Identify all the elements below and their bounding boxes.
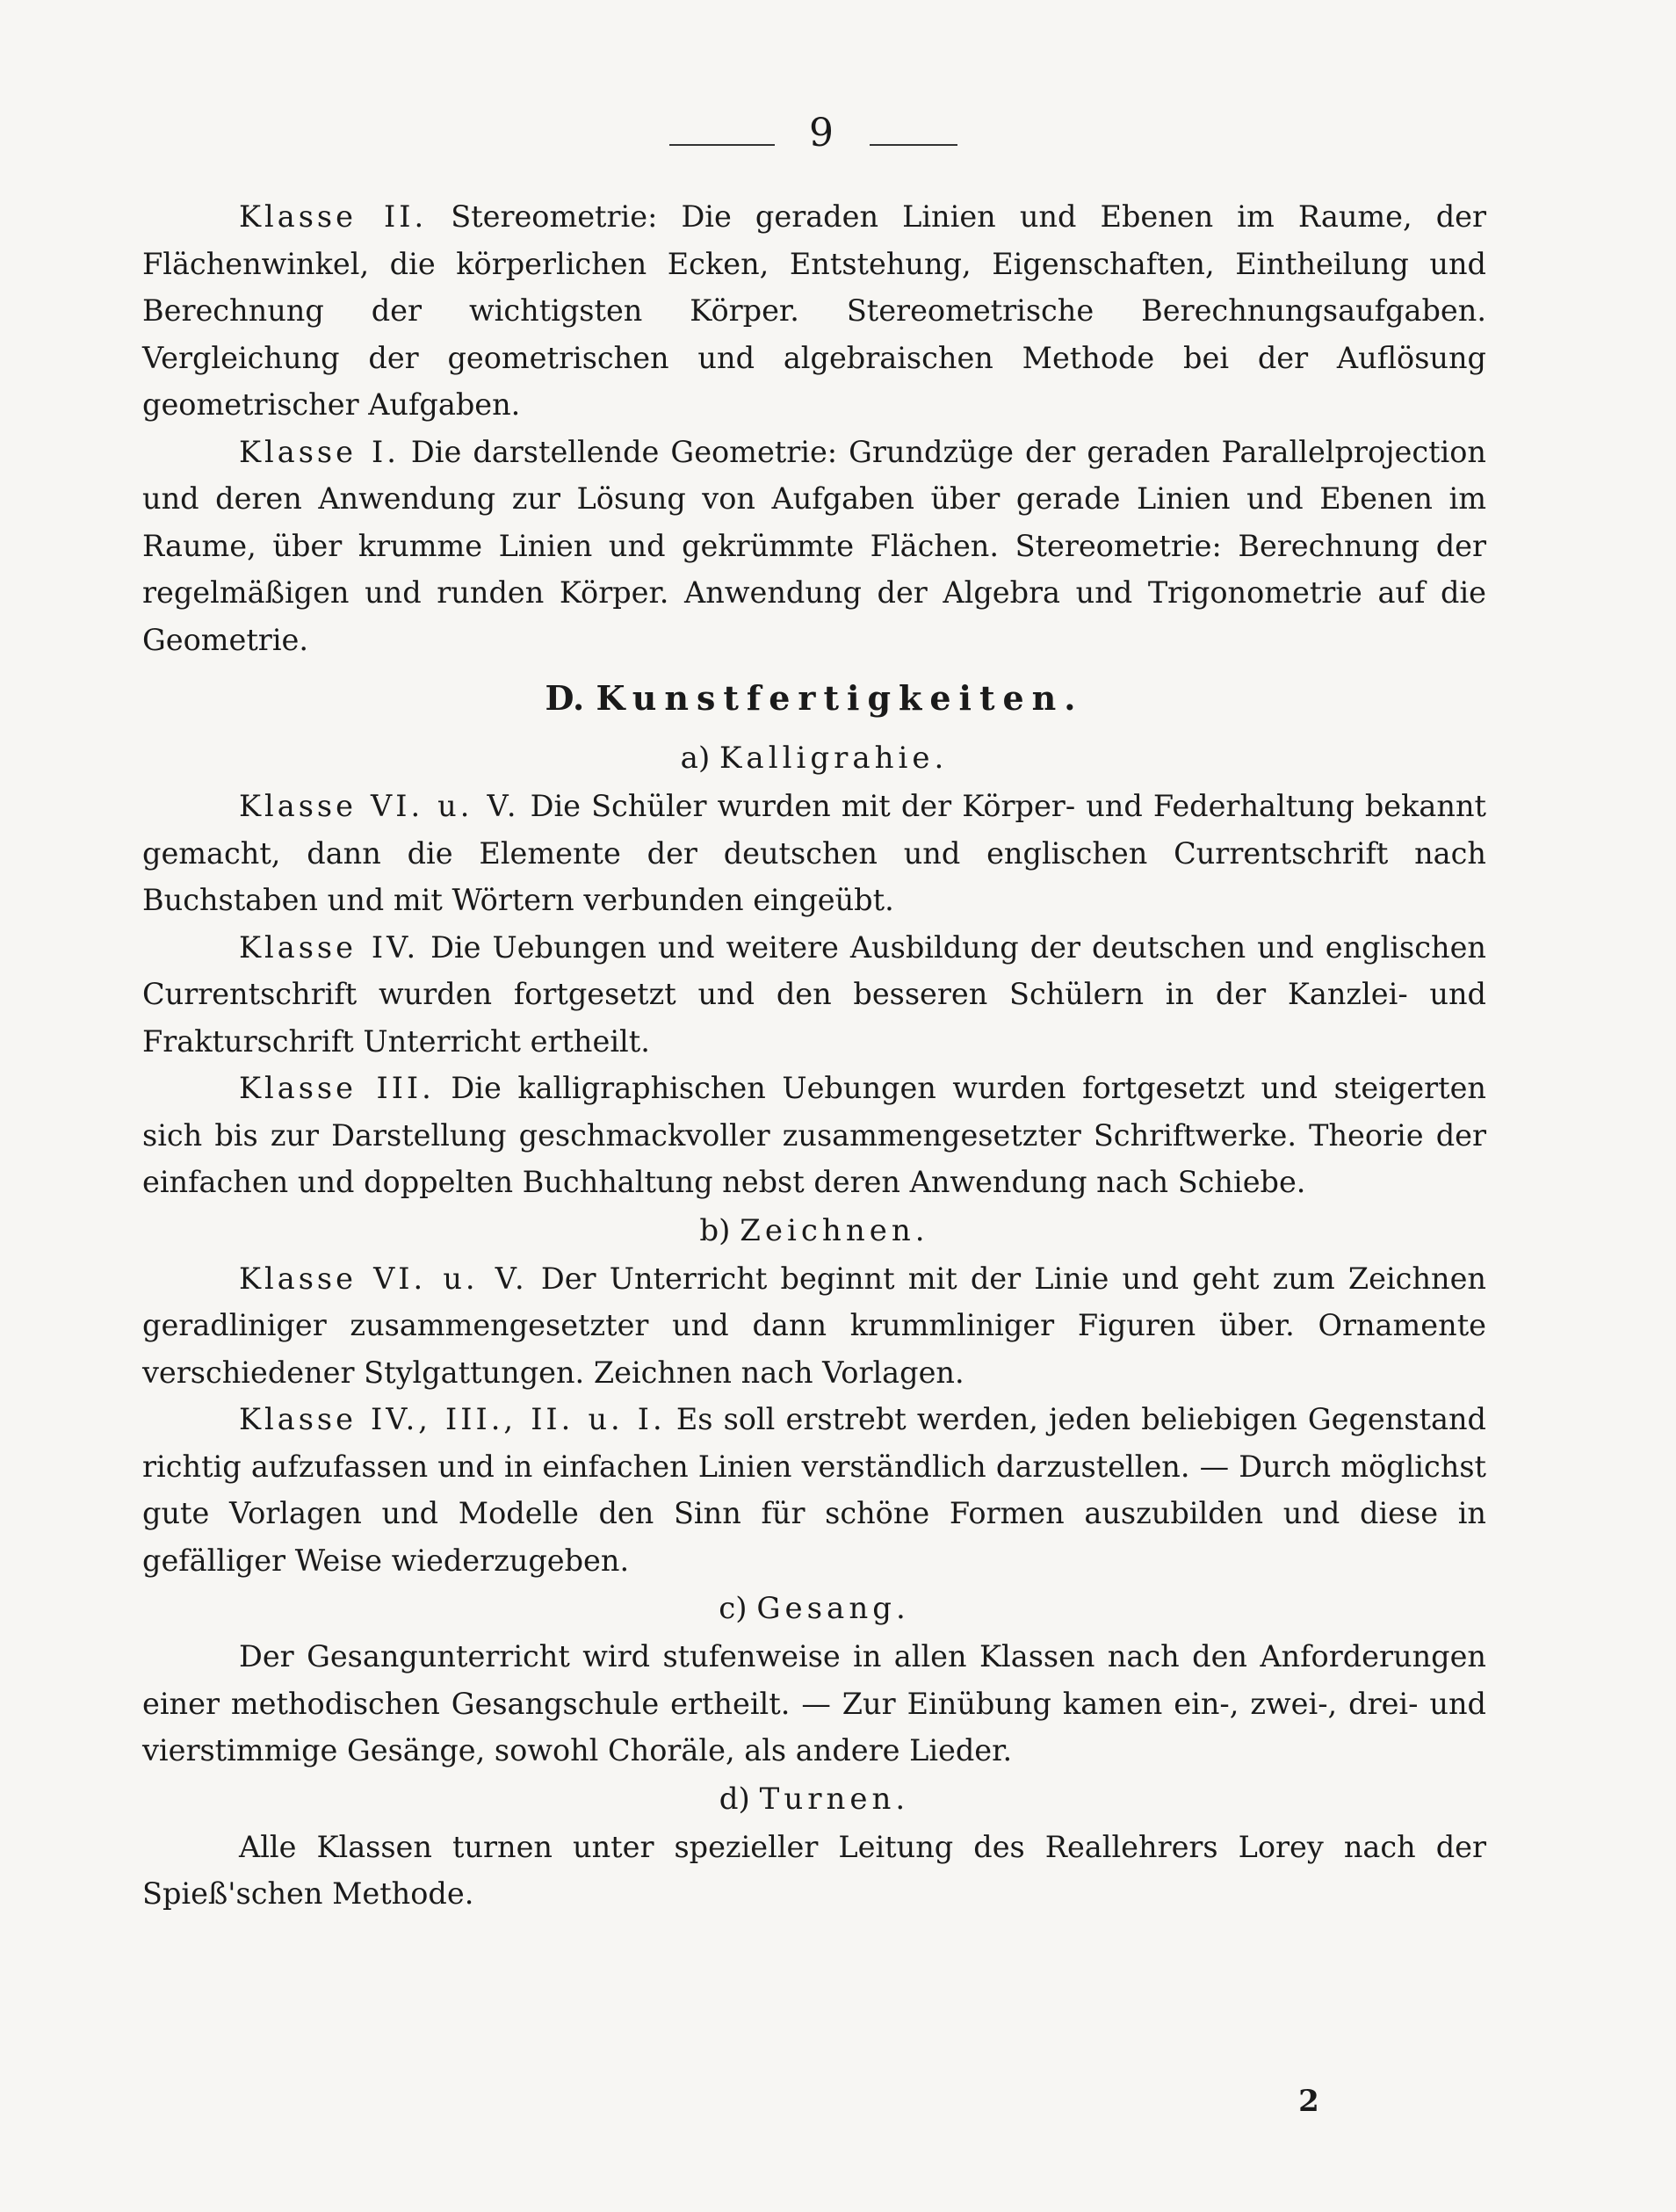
class-label: Klasse I. bbox=[239, 434, 400, 469]
paragraph-text: Der Gesangunterricht wird stufenweise in allen Klassen nach den Anforderungen einer methodischen Gesangschule ertheilt. — Zur Einübung kamen ein-, zwei-, drei- und vierstimmige Gesänge, sowohl Choräle, als andere Lieder. bbox=[142, 1639, 1486, 1767]
paragraph-text: Alle Klassen turnen unter spezieller Leitung des Reallehrers Lorey nach der Spieß'schen Methode. bbox=[142, 1829, 1486, 1911]
paragraph-kalligraphie-klasse-4 bbox=[142, 924, 1486, 1066]
paragraph-turnen bbox=[142, 1824, 1486, 1918]
class-label: Klasse VI. u. V. bbox=[239, 789, 520, 823]
paragraph-zeichnen-klasse-4-to-1 bbox=[142, 1396, 1486, 1584]
paragraph-kalligraphie-klasse-6-5 bbox=[142, 783, 1486, 924]
paragraph-zeichnen-klasse-6-5 bbox=[142, 1255, 1486, 1397]
class-label: Klasse III. bbox=[239, 1071, 435, 1105]
paragraph-kalligraphie-klasse-3 bbox=[142, 1065, 1486, 1206]
subsection-letter: b) bbox=[699, 1212, 731, 1248]
paragraph-text: Die Uebungen und weitere Ausbildung der deutschen und englischen Currentschrift wurden fortgesetzt und den besseren Schülern in der Kanzlei- und Frakturschrift Unterricht ertheilt. bbox=[142, 929, 1486, 1059]
subsection-title: Turnen. bbox=[759, 1781, 910, 1817]
subsection-heading-kalligraphie bbox=[142, 734, 1486, 783]
class-label: Klasse II. bbox=[239, 199, 428, 234]
subsection-heading-gesang bbox=[142, 1584, 1486, 1633]
page-number: 9 bbox=[809, 111, 834, 155]
class-label: Klasse VI. u. V. bbox=[239, 1261, 528, 1296]
section-heading-kunstfertigkeiten bbox=[142, 663, 1486, 734]
paragraph-text: Die Schüler wurden mit der Körper- und Federhaltung bekannt gemacht, dann die Elemente der deutschen und englischen Currentschrift nach Buchstaben und mit Wörtern verbunden eingeübt. bbox=[142, 789, 1487, 917]
paragraph-text: Stereometrie: Die geraden Linien und Ebenen im Raume, der Flächenwinkel, die körperlichen Ecken, Entstehung, Eigenschaften, Eintheilung und Berechnung der wichtigsten Körper. Stereometrische Berechnungsaufgaben. Vergleichung der geometrischen und algebraischen Methode bei der Auflösung geometrischer Aufgaben. bbox=[142, 199, 1486, 422]
paragraph-klasse-1-descriptive-geometry bbox=[142, 429, 1486, 664]
subsection-letter: c) bbox=[719, 1591, 748, 1626]
section-title: Kunstfertigkeiten. bbox=[596, 678, 1084, 718]
header-rule-right bbox=[870, 144, 957, 146]
subsection-heading-turnen bbox=[142, 1775, 1486, 1824]
subsection-title: Kalligrahie. bbox=[719, 741, 949, 776]
class-label: Klasse IV., III., II. u. I. bbox=[239, 1402, 666, 1436]
header-rule-left bbox=[669, 144, 775, 146]
subsection-title: Zeichnen. bbox=[740, 1212, 929, 1248]
subsection-letter: a) bbox=[680, 741, 711, 776]
paragraph-klasse-2-stereometry bbox=[142, 193, 1486, 429]
paragraph-text: Der Unterricht beginnt mit der Linie und geht zum Zeichnen geradliniger zusammengesetzter und dann krummliniger Figuren über. Ornamente verschiedener Stylgattungen. Zeichnen nach Vorlagen. bbox=[142, 1261, 1486, 1390]
paragraph-gesang bbox=[142, 1633, 1486, 1775]
class-label: Klasse IV. bbox=[239, 929, 420, 965]
signature-mark: 2 bbox=[1298, 2084, 1319, 2119]
paragraph-text: Es soll erstrebt werden, jeden beliebigen Gegenstand richtig aufzufassen und in einfachen Linien verständlich darzustellen. — Durch möglichst gute Vorlagen und Modelle den Sinn für schöne Formen auszubilden und diese in gefälliger Weise wiederzugeben. bbox=[142, 1402, 1486, 1578]
subsection-title: Gesang. bbox=[756, 1591, 910, 1626]
paragraph-text: Die kalligraphischen Uebungen wurden fortgesetzt und steigerten sich bis zur Darstellung geschmackvoller zusammengesetzter Schriftwerke. Theorie der einfachen und doppelten Buchhaltung nebst deren Anwendung nach Schiebe. bbox=[142, 1071, 1487, 1199]
section-letter: D. bbox=[545, 678, 585, 718]
paragraph-text: Die darstellende Geometrie: Grundzüge der geraden Parallelprojection und deren Anwendung zur Lösung von Aufgaben über gerade Linien und Ebenen im Raume, über krumme Linien und gekrümmte Flächen. Stereometrie: Berechnung der regelmäßigen und runden Körper. Anwendung der Algebra und Trigonometrie auf die Geometrie. bbox=[142, 434, 1487, 657]
subsection-heading-zeichnen bbox=[142, 1206, 1486, 1255]
subsection-letter: d) bbox=[719, 1781, 750, 1817]
page-header bbox=[0, 107, 1676, 160]
page-content bbox=[142, 193, 1486, 1918]
